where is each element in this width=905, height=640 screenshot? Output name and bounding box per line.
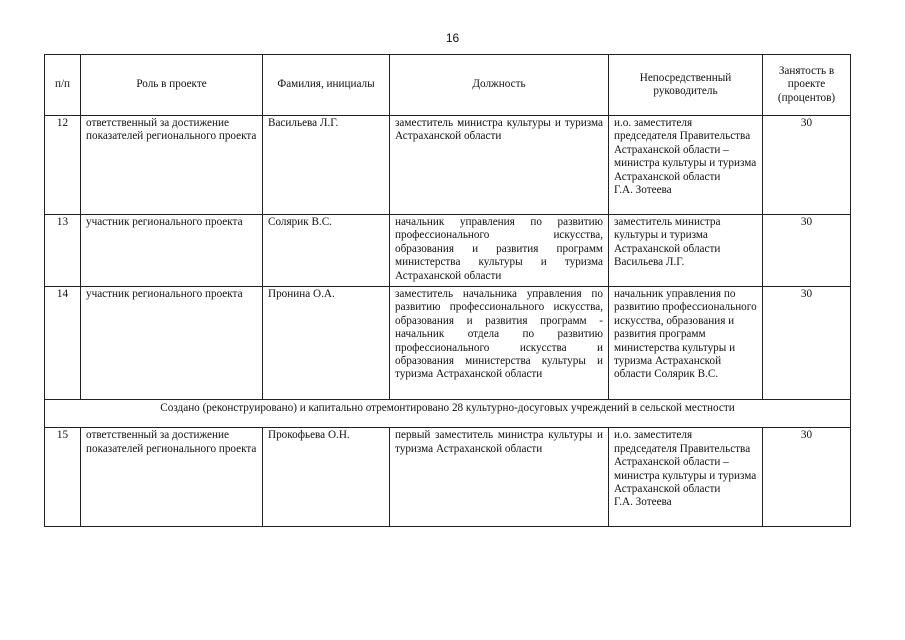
row-name: Васильева Л.Г.: [263, 116, 390, 215]
header-position: Должность: [390, 55, 609, 116]
section-title: Создано (реконструировано) и капитально отремонтировано 28 культурно-досуговых учреждений в сельской местности: [45, 400, 851, 428]
row-load: 30: [763, 287, 851, 400]
header-num: п/п: [45, 55, 81, 116]
row-num: 13: [45, 215, 81, 287]
row-role: ответственный за достижение показателей регионального проекта: [81, 428, 263, 527]
row-load: 30: [763, 215, 851, 287]
table-row: [45, 116, 851, 215]
row-role: ответственный за достижение показателей регионального проекта: [81, 116, 263, 215]
row-load: 30: [763, 428, 851, 527]
header-role: Роль в проекте: [81, 55, 263, 116]
row-num: 14: [45, 287, 81, 400]
row-name: Прокофьева О.Н.: [263, 428, 390, 527]
header-name: Фамилия, инициалы: [263, 55, 390, 116]
row-supervisor: [609, 428, 763, 527]
header-supervisor: Непосредственный руководитель: [609, 55, 763, 116]
row-name: Солярик В.С.: [263, 215, 390, 287]
table-header-row: [45, 55, 851, 116]
row-role: участник регионального проекта: [81, 287, 263, 400]
header-load: Занятость в проекте (процентов): [763, 55, 851, 116]
row-supervisor: [609, 116, 763, 215]
page-number: 16: [445, 31, 460, 45]
row-num: 12: [45, 116, 81, 215]
table-row: [45, 215, 851, 287]
table-row: [45, 428, 851, 527]
row-position: начальник управления по развитию профессионального искусства, образования и развития программ министерства культуры и туризма Астраханской области: [390, 215, 609, 287]
row-supervisor-text: и.о. заместителя председателя Правительства Астраханской области – министра культуры и туризма Астраханской области Г.А. Зотеева: [614, 429, 757, 509]
row-supervisor-text: и.о. заместителя председателя Правительства Астраханской области – министра культуры и туризма Астраханской области Г.А. Зотеева: [614, 117, 757, 197]
row-load: 30: [763, 116, 851, 215]
table-row: [45, 287, 851, 400]
row-position: заместитель министра культуры и туризма Астраханской области: [390, 116, 609, 215]
row-supervisor: начальник управления по развитию профессионального искусства, образования и развития программ министерства культуры и туризма Астраханской области Солярик В.С.: [609, 287, 763, 400]
row-position: первый заместитель министра культуры и туризма Астраханской области: [390, 428, 609, 527]
project-participants-table: [44, 54, 851, 527]
row-role: участник регионального проекта: [81, 215, 263, 287]
row-position: заместитель начальника управления по развитию профессионального искусства, образования и развития программ - начальник отдела по развитию профессионального искусства и образования министерства культуры и туризма Астраханской области: [390, 287, 609, 400]
section-row: [45, 400, 851, 428]
row-supervisor: заместитель министра культуры и туризма Астраханской области Васильева Л.Г.: [609, 215, 763, 287]
row-name: Пронина О.А.: [263, 287, 390, 400]
row-num: 15: [45, 428, 81, 527]
